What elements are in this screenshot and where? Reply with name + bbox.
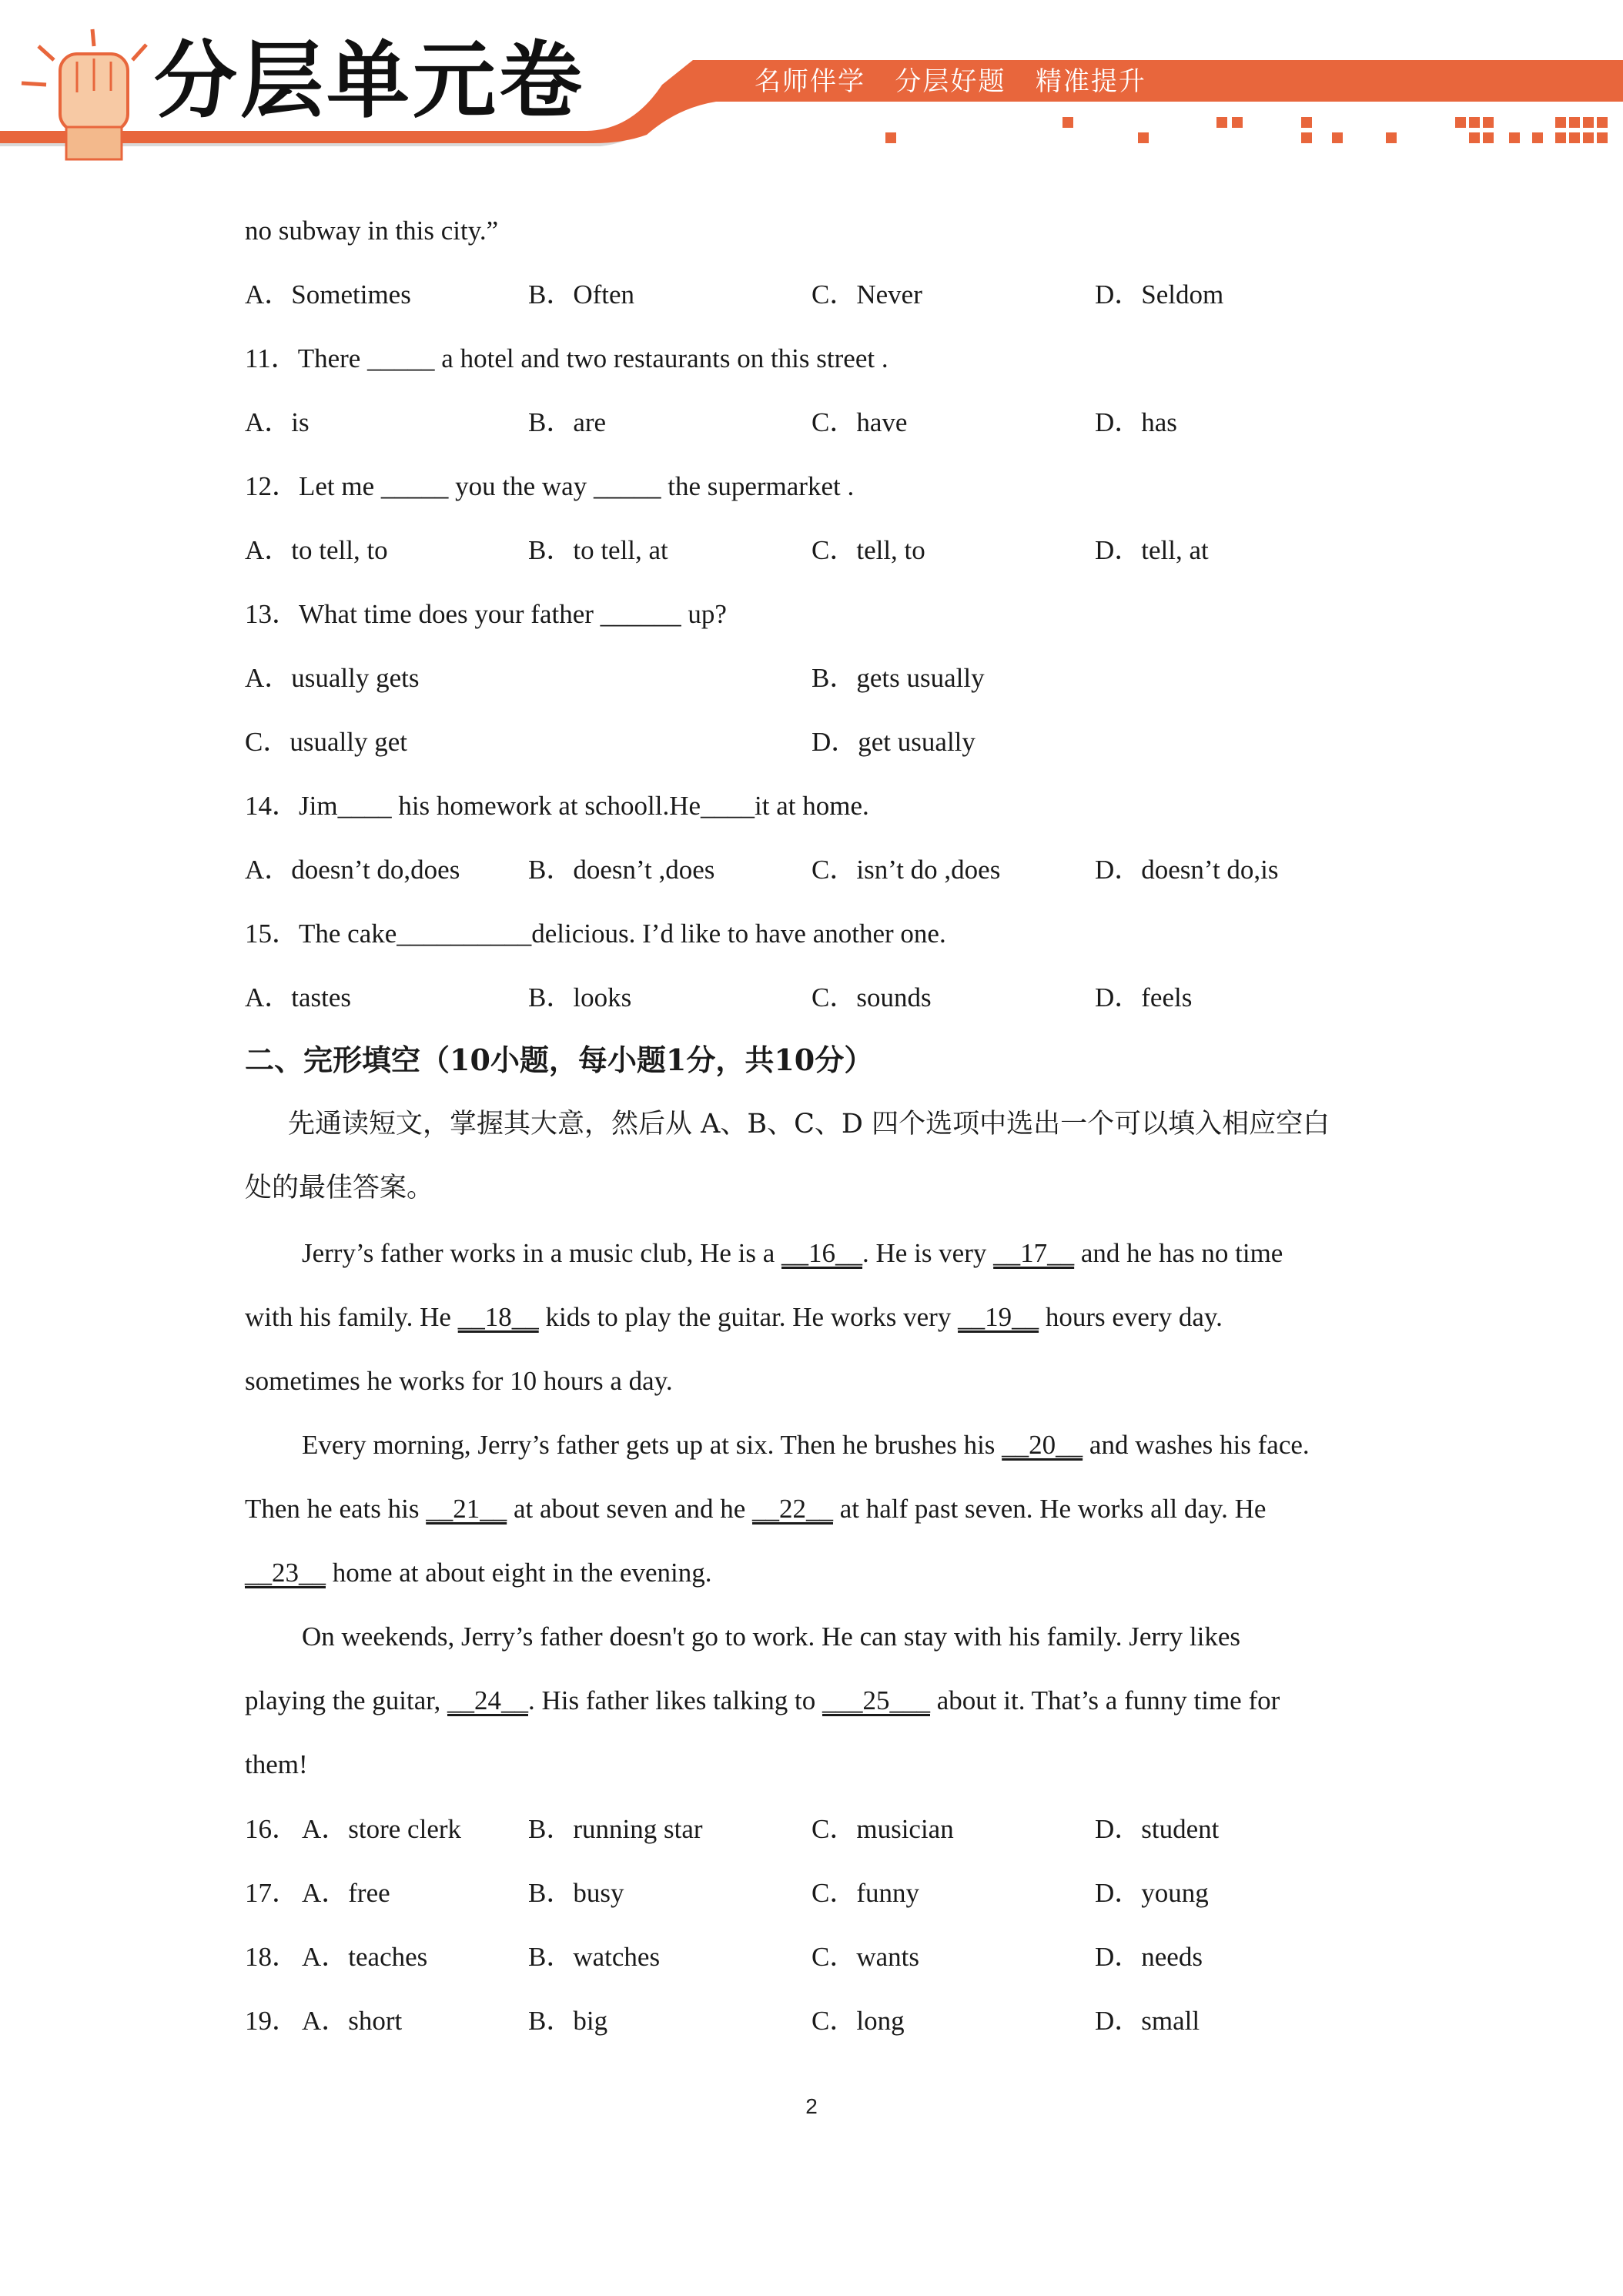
passage-text: Every morning, Jerry’s father gets up at six. Then he brushes his [302,1430,1002,1460]
passage-line [302,1431,1310,1458]
option-a[interactable]: A．Sometimes [245,279,411,310]
blank-25[interactable]: ___25___ [822,1685,930,1715]
section-instruction-line2: 处的最佳答案。 [245,1173,434,1203]
blank-20[interactable]: __20__ [1002,1430,1083,1460]
option-a[interactable]: A．short [302,2006,403,2036]
option-a[interactable]: A．to tell, to [245,535,388,565]
option-b[interactable]: B．watches [528,1942,661,1972]
option-a[interactable]: A．free [302,1878,390,1908]
passage-text: with his family. He [245,1302,458,1332]
option-b[interactable]: B．to tell, at [528,535,668,565]
option-c[interactable]: C．Never [812,279,922,310]
section-heading: 二、完形填空（10小题，每小题1分，共10分） [245,1043,874,1077]
passage-text: about it. That’s a funny time for [930,1685,1280,1715]
option-c[interactable]: C．tell, to [812,535,925,565]
option-b[interactable]: B．big [528,2006,608,2036]
question-11-stem: 11．There _____ a hotel and two restaurants on this street . [245,343,888,373]
passage-text: and he has no time [1074,1238,1283,1268]
passage-line: sometimes he works for 10 hours a day. [245,1366,673,1396]
blank-21[interactable]: __21__ [426,1494,507,1524]
question-14-stem: 14．Jim____ his homework at schooll.He____it at home. [245,791,869,821]
passage-line: On weekends, Jerry’s father doesn't go to work. He can stay with his family. Jerry likes [302,1622,1241,1652]
question-number: 17． [245,1878,300,1908]
option-c[interactable]: C．sounds [812,982,932,1012]
option-b[interactable]: B．busy [528,1878,624,1908]
option-c[interactable]: C．usually get [245,727,407,757]
section-instruction-line1: 先通读短文，掌握其大意，然后从 A、B、C、D 四个选项中选出一个可以填入相应空白 [288,1109,1330,1140]
header-slogan: 名师伴学 分层好题 精准提升 [755,66,1146,97]
passage-text: home at about eight in the evening. [326,1558,712,1588]
passage-line [245,1495,1266,1522]
passage-text: Then he eats his [245,1494,427,1524]
passage-line [302,1240,1283,1267]
passage-text: kids to play the guitar. He works very [538,1302,959,1332]
option-c[interactable]: C．long [812,2006,905,2036]
option-d[interactable]: D．has [1095,407,1177,437]
option-b[interactable]: B．gets usually [812,663,985,693]
passage-text: Jerry’s father works in a music club, He is a [302,1238,782,1268]
passage-text: . He is very [862,1238,994,1268]
option-c[interactable]: C．musician [812,1814,954,1844]
option-d[interactable]: D．doesn’t do,is [1095,855,1279,885]
question-15-stem: 15．The cake__________delicious. I’d like to have another one. [245,919,946,949]
blank-18[interactable]: __18__ [457,1302,539,1332]
passage-text: and washes his face. [1083,1430,1310,1460]
option-c[interactable]: C．wants [812,1942,920,1972]
option-d[interactable]: D．Seldom [1095,279,1224,310]
option-a[interactable]: A．doesn’t do,does [245,855,460,885]
option-b[interactable]: B．Often [528,279,635,310]
option-a[interactable]: A．usually gets [245,663,420,693]
blank-17[interactable]: __17__ [993,1238,1075,1268]
passage-line [245,1559,712,1586]
passage-line [245,1304,1223,1330]
option-d[interactable]: D．young [1095,1878,1209,1908]
option-b[interactable]: B．doesn’t ,does [528,855,715,885]
option-c[interactable]: C．have [812,407,908,437]
passage-line [245,1687,1280,1714]
question-13-stem: 13．What time does your father ______ up? [245,599,727,629]
option-a[interactable]: A．store clerk [302,1814,462,1844]
blank-16[interactable]: __16__ [781,1238,863,1268]
question-stem-continuation: no subway in this city.” [245,216,499,246]
option-a[interactable]: A．is [245,407,310,437]
blank-23[interactable]: __23__ [245,1558,326,1588]
question-12-stem: 12．Let me _____ you the way _____ the supermarket . [245,471,855,501]
blank-22[interactable]: __22__ [752,1494,833,1524]
passage-text: playing the guitar, [245,1685,447,1715]
option-d[interactable]: D．get usually [812,727,975,757]
option-d[interactable]: D．small [1095,2006,1200,2036]
passage-text: hours every day. [1039,1302,1223,1332]
page-number: 2 [805,2094,818,2118]
option-d[interactable]: D．tell, at [1095,535,1209,565]
page-header [0,0,1623,162]
blank-19[interactable]: __19__ [958,1302,1039,1332]
option-c[interactable]: C．isn’t do ,does [812,855,1001,885]
option-b[interactable]: B．are [528,407,607,437]
question-number: 16． [245,1814,300,1844]
question-number: 19． [245,2006,300,2036]
option-d[interactable]: D．feels [1095,982,1193,1012]
passage-text: at about seven and he [507,1494,752,1524]
blank-24[interactable]: __24__ [447,1685,528,1715]
option-a[interactable]: A．tastes [245,982,352,1012]
option-b[interactable]: B．running star [528,1814,703,1844]
passage-text: at half past seven. He works all day. He [833,1494,1267,1524]
option-d[interactable]: D．needs [1095,1942,1203,1972]
brand-title: 分层单元卷 [154,33,586,129]
passage-text: . His father likes talking to [527,1685,822,1715]
option-d[interactable]: D．student [1095,1814,1220,1844]
option-a[interactable]: A．teaches [302,1942,428,1972]
option-c[interactable]: C．funny [812,1878,920,1908]
option-b[interactable]: B．looks [528,982,632,1012]
question-number: 18． [245,1942,300,1972]
passage-line: them! [245,1749,308,1779]
decorative-squares [885,117,1608,143]
